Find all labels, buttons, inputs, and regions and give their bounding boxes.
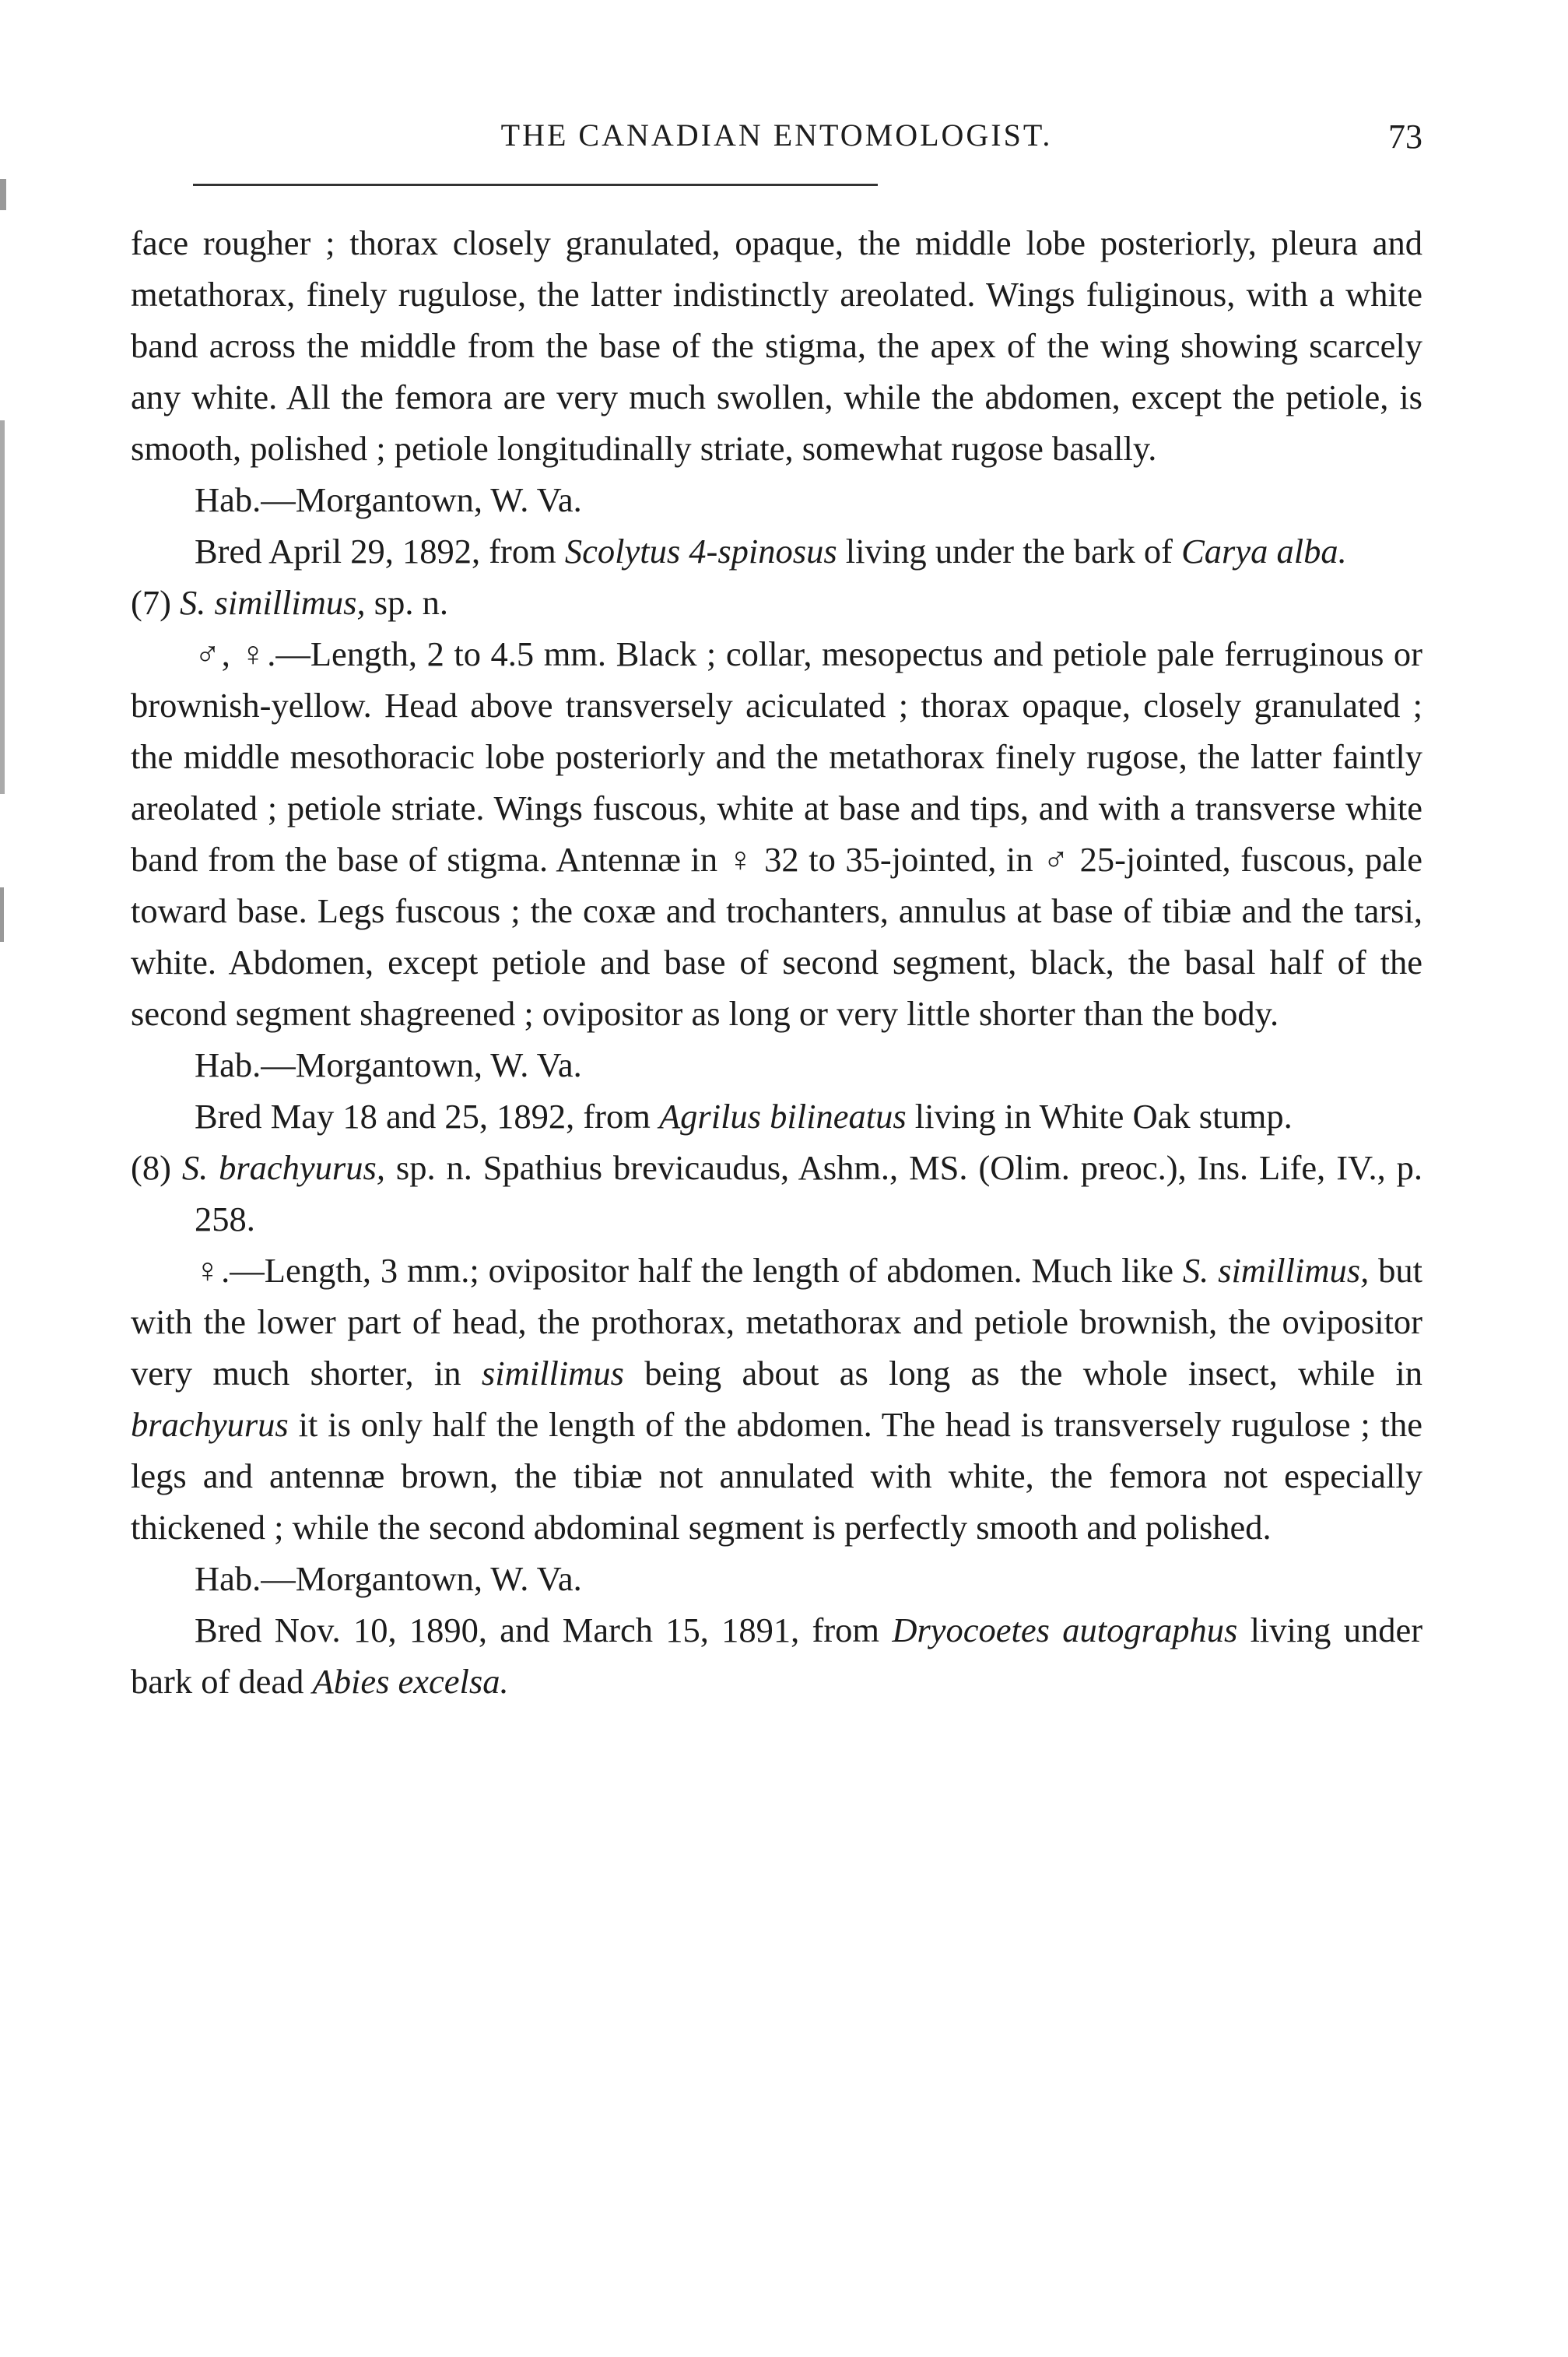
species-name: S. brachyurus, <box>181 1148 385 1187</box>
species-heading <box>131 1142 1422 1245</box>
running-head: THE CANADIAN ENTOMOLOGIST. <box>500 118 1053 153</box>
scan-margin-speck <box>0 887 4 942</box>
habitat-line: Hab.—Morgantown, W. Va. <box>195 480 582 519</box>
paragraph <box>131 525 1422 577</box>
text-run: sp. n. Spathius brevicaudus, Ashm., MS. (Olim. preoc.), Ins. Life, IV., p. 258. <box>195 1148 1422 1238</box>
species-name: Dryocoetes autographus <box>892 1611 1238 1649</box>
paragraph <box>131 1091 1422 1142</box>
paragraph: face rougher ; thorax closely granulated, opaque, the middle lobe posteriorly, pleura and metathorax, finely rugulose, the latter indistinctly areolated. Wings fuliginous, with a white band across the middle from the base of the stigma, the apex of the wing showing scarcely any white. All the femora are very much swollen, while the abdomen, except the petiole, is smooth, polished ; petiole longitudinally striate, somewhat rugose basally. <box>131 223 1422 468</box>
paragraph <box>131 1245 1422 1553</box>
species-name: brachyurus <box>131 1405 289 1444</box>
species-name: Agrilus bilineatus <box>658 1097 907 1136</box>
species-name: S. simillimus, <box>180 583 366 622</box>
text-run: it is only half the length of the abdomen. The head is transversely rugulose ; the legs and antennæ brown, the tibiæ not annulated with white, the femora not especially thickened ; while the second abdominal segment is perfectly smooth and polished. <box>131 1405 1422 1547</box>
paragraph <box>131 1604 1422 1707</box>
text-run: sp. n. <box>365 583 448 622</box>
header-rule <box>193 184 878 186</box>
scan-margin-speck <box>0 179 6 210</box>
scan-margin-speck <box>0 420 5 794</box>
species-number: (7) <box>131 583 181 622</box>
species-name: Abies excelsa. <box>312 1662 509 1701</box>
text-run: living in White Oak stump. <box>906 1097 1293 1136</box>
text-run: ♀.—Length, 3 mm.; ovipositor half the length of abdomen. Much like <box>195 1251 1183 1290</box>
species-heading <box>131 577 1422 628</box>
text-run: Bred April 29, 1892, from <box>195 532 565 571</box>
text-run: living under the bark of <box>837 532 1182 571</box>
species-name: Scolytus 4-spinosus <box>564 532 837 571</box>
species-name: Carya alba. <box>1181 532 1347 571</box>
text-run: being about as long as the whole insect, while in <box>623 1354 1422 1393</box>
page-header <box>131 117 1422 179</box>
article-body <box>131 217 1422 1707</box>
species-number: (8) <box>131 1148 182 1187</box>
text-run: Bred Nov. 10, 1890, and March 15, 1891, from <box>195 1611 893 1649</box>
paragraph: ♂, ♀.—Length, 2 to 4.5 mm. Black ; collar, mesopectus and petiole pale ferruginous or brownish-yellow. Head above transversely aciculated ; thorax opaque, closely granulated ; the middle mesothoracic lobe posteriorly and the metathorax finely rugose, the latter faintly areolated ; petiole striate. Wings fuscous, white at base and tips, and with a transverse white band from the base of stigma. Antennæ in ♀ 32 to 35-jointed, in ♂ 25-jointed, fuscous, pale toward base. Legs fuscous ; the coxæ and trochanters, annulus at base of tibiæ and the tarsi, white. Abdomen, except petiole and base of second segment, black, the basal half of the second segment shagreened ; ovipositor as long or very little shorter than the body. <box>131 634 1422 1033</box>
habitat-line: Hab.—Morgantown, W. Va. <box>195 1045 582 1084</box>
text-run: Bred May 18 and 25, 1892, from <box>195 1097 659 1136</box>
species-name: simillimus <box>481 1354 624 1393</box>
page-number: 73 <box>1388 118 1422 156</box>
text-run: but with the lower part of head, the prothorax, metathorax and petiole brownish, the ovipositor very much shorter, in <box>131 1251 1422 1393</box>
text-run: living under bark of dead <box>131 1611 1423 1701</box>
habitat-line: Hab.—Morgantown, W. Va. <box>195 1559 582 1598</box>
species-name: S. simillimus, <box>1182 1251 1370 1290</box>
page <box>131 117 1422 1707</box>
